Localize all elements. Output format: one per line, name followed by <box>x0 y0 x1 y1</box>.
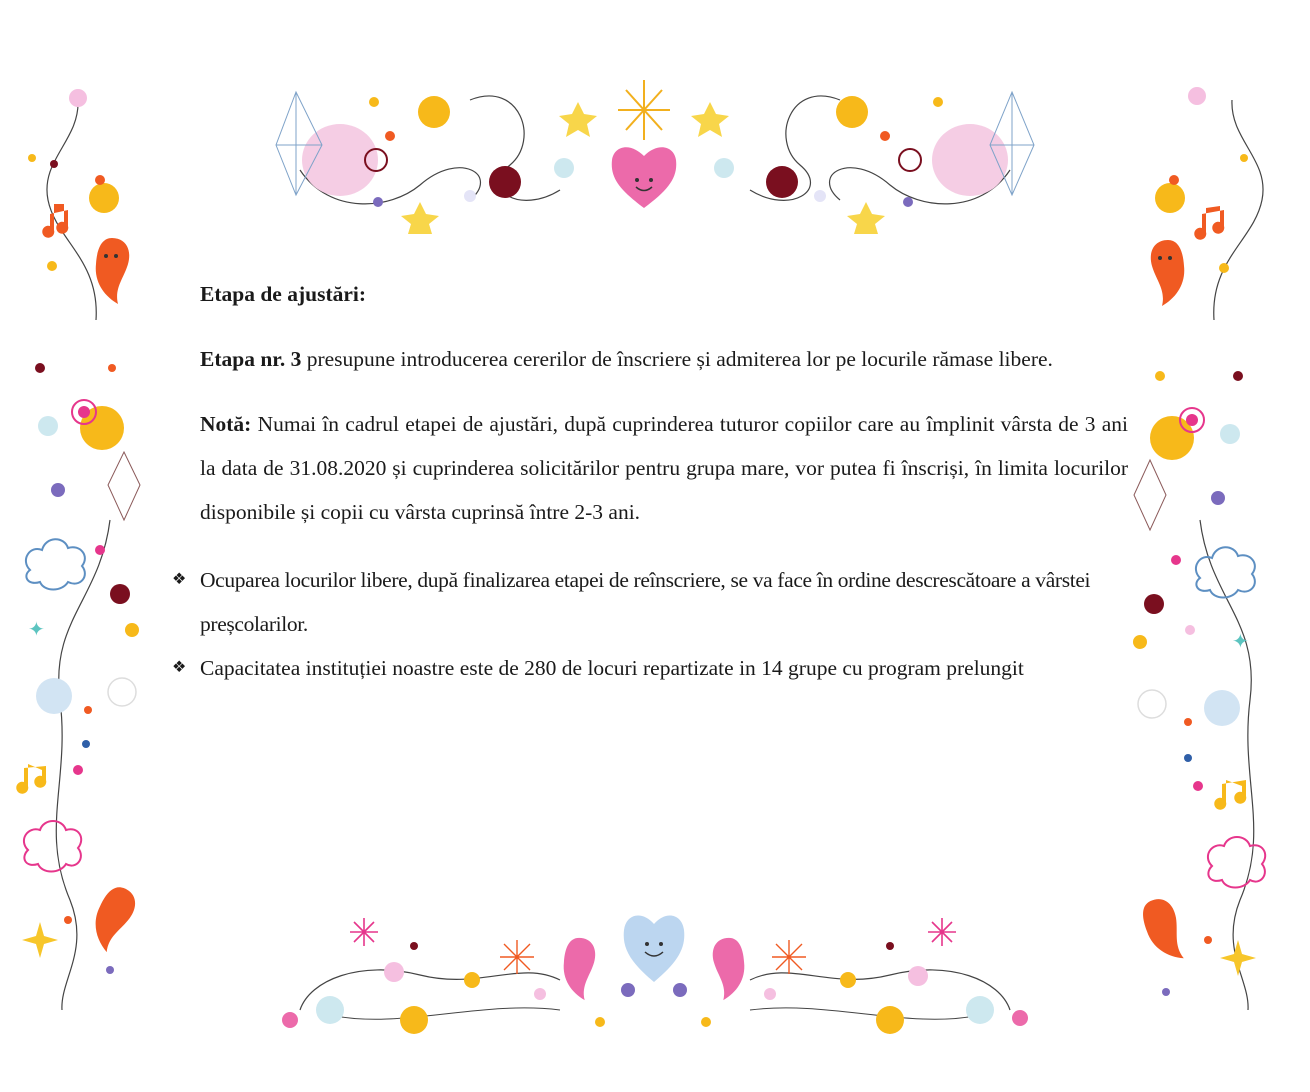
svg-text:✦: ✦ <box>1232 629 1249 653</box>
smiley-drop-icon <box>1136 894 1194 968</box>
svg-text:✦: ✦ <box>28 617 45 641</box>
heart-icon <box>624 915 685 982</box>
list-item-text: Ocuparea locurilor libere, după finalizarea etapei de reînscriere, se va face în ordine descrescătoare a vârstei preșcolarilor. <box>200 568 1091 636</box>
paragraph-note-label: Notă: <box>200 412 252 436</box>
bottom-ornament <box>282 915 1028 1034</box>
smiley-drop-icon <box>96 238 129 304</box>
bullet-icon: ❖ <box>172 571 186 588</box>
right-ornament <box>1133 87 1265 1010</box>
cloud-icon <box>26 539 85 589</box>
section-heading: Etapa de ajustări: <box>200 282 367 306</box>
cloud-icon <box>24 821 81 872</box>
cloud-icon <box>1196 547 1255 597</box>
cloud-icon <box>1208 837 1265 888</box>
smiley-drop-icon <box>86 882 140 955</box>
snowflake-icon <box>36 678 72 714</box>
music-note-icon <box>16 764 46 794</box>
list-item-text: Capacitatea instituției noastre este de 280 de locuri repartizate in 14 grupe cu program prelungit <box>200 656 1024 680</box>
bullet-icon: ❖ <box>172 659 187 676</box>
paragraph-stage-3-text: presupune introducerea cererilor de înscriere și admiterea lor pe locurile rămase libere. <box>301 347 1053 371</box>
paragraph-stage-3-label: Etapa nr. 3 <box>200 347 302 371</box>
list-item <box>170 558 1130 646</box>
music-note-icon <box>1194 206 1224 240</box>
heart-icon <box>612 147 676 208</box>
bullet-list <box>170 558 1130 690</box>
paragraph-note <box>200 402 1128 534</box>
smiley-drop-icon <box>1151 240 1184 306</box>
sparkle-icon <box>1220 940 1256 976</box>
music-note-icon <box>1214 780 1246 810</box>
left-ornament <box>16 89 140 1010</box>
paragraph-stage-3 <box>200 337 1130 381</box>
top-ornament <box>276 80 1034 234</box>
diamond-icon <box>108 452 140 520</box>
diamond-icon <box>1134 460 1166 530</box>
paragraph-note-text: Numai în cadrul etapei de ajustări, după cuprinderea tuturor copiilor care au împlinit vârsta de 3 ani la data de 31.08.2020 și cuprinderea solicitărilor pentru grupa mare, vor putea fi înscriși, în limita locurilor disponibile și copii cu vârsta cuprinsă între 2-3 ani. <box>200 412 1128 524</box>
sparkle-icon <box>22 922 58 958</box>
list-item <box>170 646 1130 690</box>
sparkle-icon <box>618 80 670 140</box>
snowflake-icon <box>1204 690 1240 726</box>
